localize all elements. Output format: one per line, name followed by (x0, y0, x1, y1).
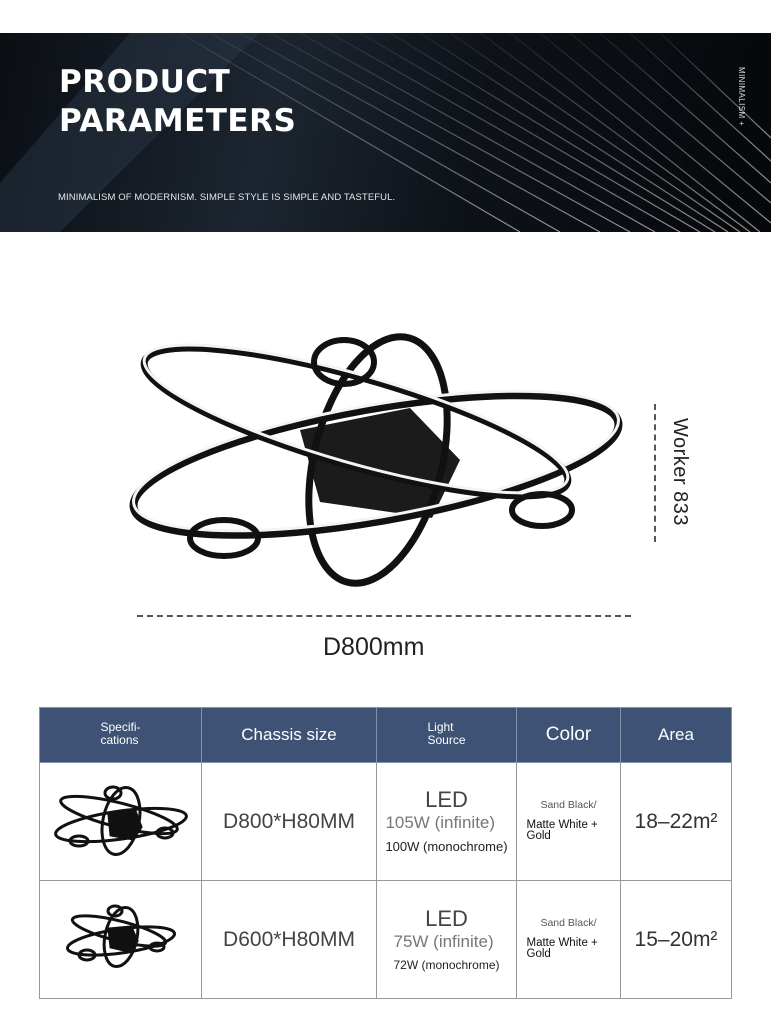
height-dimension-label: Worker 833 (669, 418, 691, 527)
chassis-size-cell: D800*H80MM (202, 763, 377, 881)
area-cell: 15–20m² (621, 881, 732, 999)
light-source-cell (377, 881, 517, 999)
header-light-source: Light Source (377, 708, 517, 763)
header-color: Color (517, 708, 621, 763)
title-line-2: PARAMETERS (59, 103, 297, 139)
table-row (40, 763, 732, 881)
light-type: LED (425, 905, 468, 931)
color-cell (517, 763, 621, 881)
title-line-1: PRODUCT (59, 64, 231, 100)
ceiling-lamp-image (120, 310, 640, 600)
light-type: LED (425, 787, 468, 812)
table-header-row (40, 708, 732, 763)
lamp-thumbnail-small (61, 899, 181, 975)
diameter-dimension-line (137, 615, 631, 617)
color-option-b: Matte White + Gold (526, 819, 598, 842)
height-dimension-line (654, 404, 656, 542)
table-row (40, 881, 732, 999)
row-thumbnail (40, 763, 202, 881)
diameter-dimension-label: D800mm (323, 633, 425, 661)
color-option-b: Matte White + Gold (526, 937, 598, 960)
header-specifications: Specifi- cations (40, 708, 202, 763)
lamp-thumbnail-large (51, 779, 191, 859)
light-power-infinite: 75W (infinite) (393, 931, 494, 951)
chassis-size-cell: D600*H80MM (202, 881, 377, 999)
area-cell: 18–22m² (621, 763, 732, 881)
color-cell (517, 881, 621, 999)
light-source-cell (377, 763, 517, 881)
row-thumbnail (40, 881, 202, 999)
header-chassis-size: Chassis size (202, 708, 377, 763)
color-option-a: Sand Black/ (540, 799, 597, 811)
page-title (59, 63, 296, 141)
header-area: Area (621, 708, 732, 763)
banner-subtitle: MINIMALISM OF MODERNISM. SIMPLE STYLE IS SIMPLE AND TASTEFUL. (58, 192, 396, 203)
spec-table (39, 707, 732, 999)
color-option-a: Sand Black/ (540, 917, 597, 929)
banner-vertical-text: MINIMALISM + (737, 67, 746, 127)
light-power-infinite: 105W (infinite) (385, 813, 496, 832)
light-power-mono: 72W (monochrome) (393, 957, 500, 972)
light-power-mono: 100W (monochrome) (385, 839, 508, 854)
header-banner (0, 33, 771, 232)
